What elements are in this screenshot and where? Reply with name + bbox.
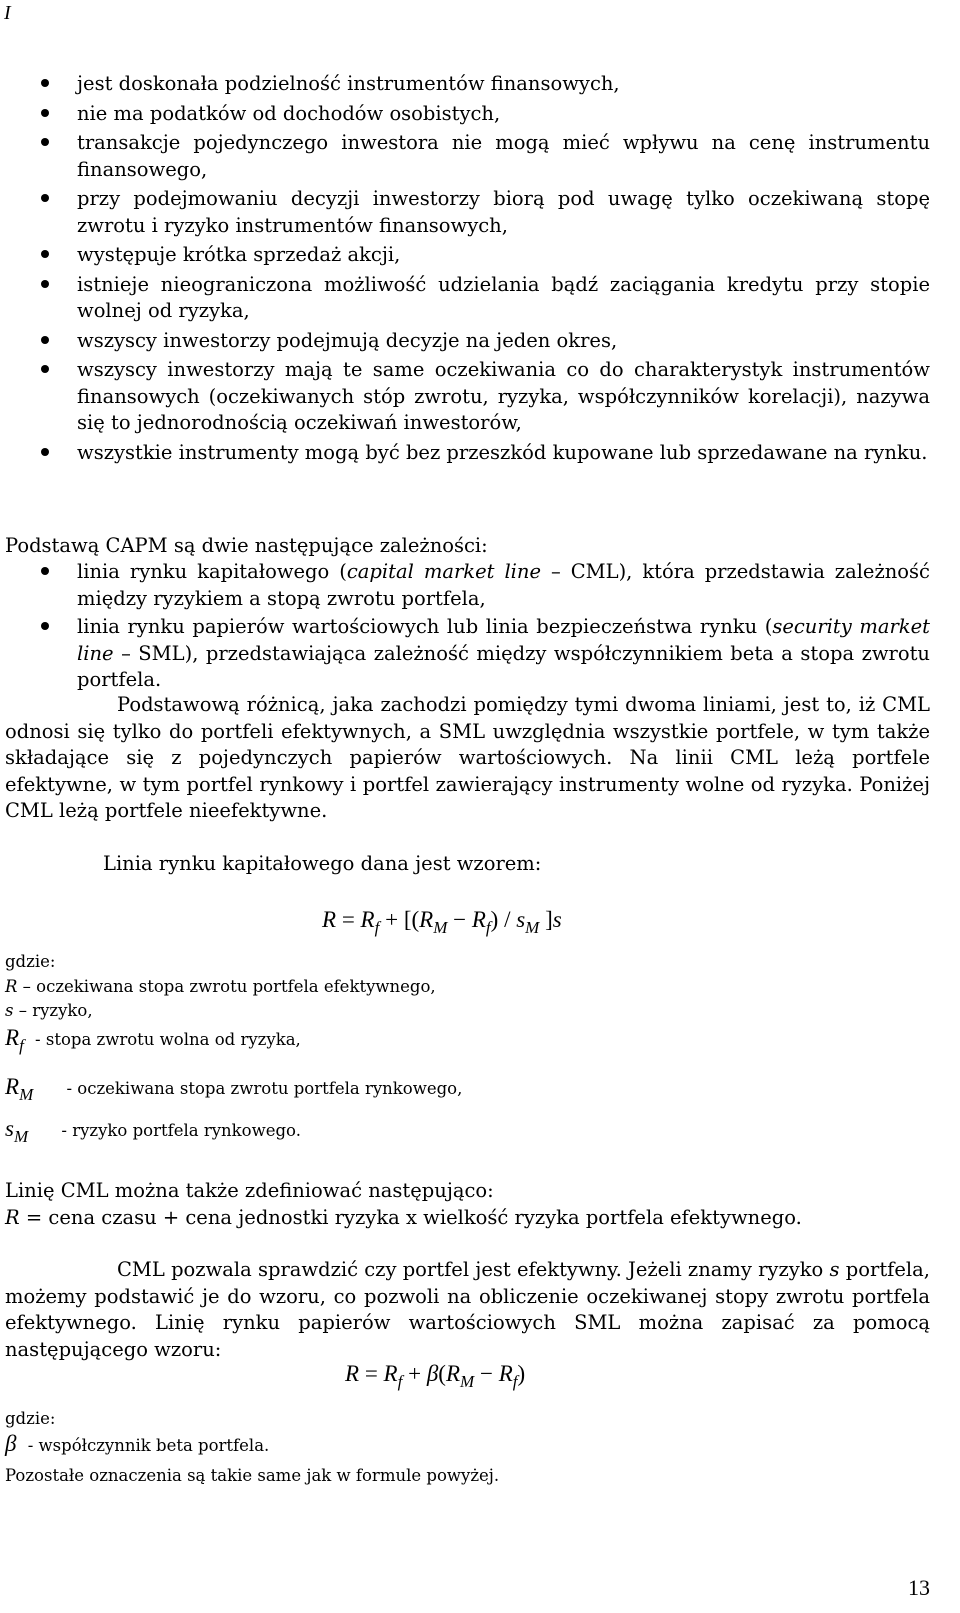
legend-item-sm: $s_M$ - ryzyko portfela rynkowego. — [5, 1116, 301, 1146]
bullet-icon — [41, 280, 49, 288]
legend-item-r: R – oczekiwana stopa zwrotu portfela efektywnego, — [5, 977, 436, 996]
sml-formula: $R = R_f + \beta(R_M - R_f)$ — [345, 1361, 526, 1391]
list-item: linia rynku papierów wartościowych lub linia bezpieczeństwa rynku (security market line – SML), przedstawiająca zależność między współczynnikiem beta a stopa zwrotu portfela. — [5, 614, 930, 694]
where-label: gdzie: — [5, 952, 56, 971]
cml-intro: Linia rynku kapitałowego dana jest wzorem: — [103, 852, 542, 875]
list-item: transakcje pojedynczego inwestora nie mogą mieć wpływu na cenę instrumentu finansowego, — [5, 130, 930, 183]
bullet-icon — [41, 79, 49, 87]
legend-item-rm: $R_M$ - oczekiwana stopa zwrotu portfela rynkowego, — [5, 1074, 463, 1104]
bullet-icon — [41, 365, 49, 373]
closing-note: Pozostałe oznaczenia są takie same jak w formule powyżej. — [5, 1466, 500, 1485]
corner-mark: I — [4, 2, 11, 24]
page-number: 13 — [908, 1575, 930, 1600]
bullet-icon — [41, 336, 49, 344]
cml-formula: $R = R_f + [(R_M - R_f) / s_M$ ]s — [322, 907, 562, 937]
list-item: przy podejmowaniu decyzji inwestorzy biorą pod uwagę tylko oczekiwaną stopę zwrotu i ryzyko instrumentów finansowych, — [5, 186, 930, 239]
capm-intro: Podstawą CAPM są dwie następujące zależności: — [5, 534, 488, 557]
bullet-icon — [41, 250, 49, 258]
legend-item-rf: $R_f$ - stopa zwrotu wolna od ryzyka, — [5, 1025, 301, 1055]
difference-paragraph: Podstawową różnicą, jaka zachodzi pomiędzy tymi dwoma liniami, jest to, iż CML odnosi się tylko do portfeli efektywnych, a SML uwzględnia wszystkie portfele, w tym także składające się z pojedynczych papierów wartościowych. Na linii CML leżą portfele efektywne, w tym portfel rynkowy i portfel zawierający instrumenty wolne od ryzyka. Poniżej CML leżą portfele nieefektywne. — [5, 693, 930, 822]
bullet-icon — [41, 138, 49, 146]
list-item: jest doskonała podzielność instrumentów finansowych, — [5, 71, 930, 98]
list-item: występuje krótka sprzedaż akcji, — [5, 242, 930, 269]
bullet-icon — [41, 622, 49, 630]
cml-alt-intro: Linię CML można także zdefiniować następująco: — [5, 1179, 494, 1202]
bullet-icon — [41, 567, 49, 575]
legend-item-beta: β - współczynnik beta portfela. — [5, 1431, 270, 1456]
list-item: wszyscy inwestorzy podejmują decyzje na jeden okres, — [5, 328, 930, 355]
bullet-icon — [41, 109, 49, 117]
assumptions-list — [5, 71, 930, 469]
capm-relations-list — [5, 559, 930, 696]
sml-where-label: gdzie: — [5, 1409, 56, 1428]
list-item: istnieje nieograniczona możliwość udzielania bądź zaciągania kredytu przy stopie wolnej od ryzyka, — [5, 272, 930, 325]
bullet-icon — [41, 448, 49, 456]
list-item: linia rynku kapitałowego (capital market line – CML), która przedstawia zależność między ryzykiem a stopą zwrotu portfela, — [5, 559, 930, 612]
bullet-icon — [41, 194, 49, 202]
legend-item-s: s – ryzyko, — [5, 1001, 93, 1020]
list-item: nie ma podatków od dochodów osobistych, — [5, 101, 930, 128]
list-item: wszystkie instrumenty mogą być bez przeszkód kupowane lub sprzedawane na rynku. — [5, 440, 930, 467]
list-item: wszyscy inwestorzy mają te same oczekiwania co do charakterystyk instrumentów finansowych (oczekiwanych stóp zwrotu, ryzyka, współczynników korelacji), nazywa się to jednorodnością oczekiwań inwestorów, — [5, 357, 930, 437]
sml-paragraph: CML pozwala sprawdzić czy portfel jest efektywny. Jeżeli znamy ryzyko s portfela, możemy podstawić je do wzoru, co pozwoli na obliczenie oczekiwanej stopy zwrotu portfela efektywnego. Linię rynku papierów wartościowych SML można zapisać za pomocą następującego wzoru: — [5, 1258, 930, 1361]
term-capital-market-line: capital market line — [346, 560, 542, 583]
term-security-market-line: security market line — [77, 615, 930, 665]
cml-alt-definition: R = cena czasu + cena jednostki ryzyka x wielkość ryzyka portfela efektywnego. — [5, 1206, 802, 1229]
